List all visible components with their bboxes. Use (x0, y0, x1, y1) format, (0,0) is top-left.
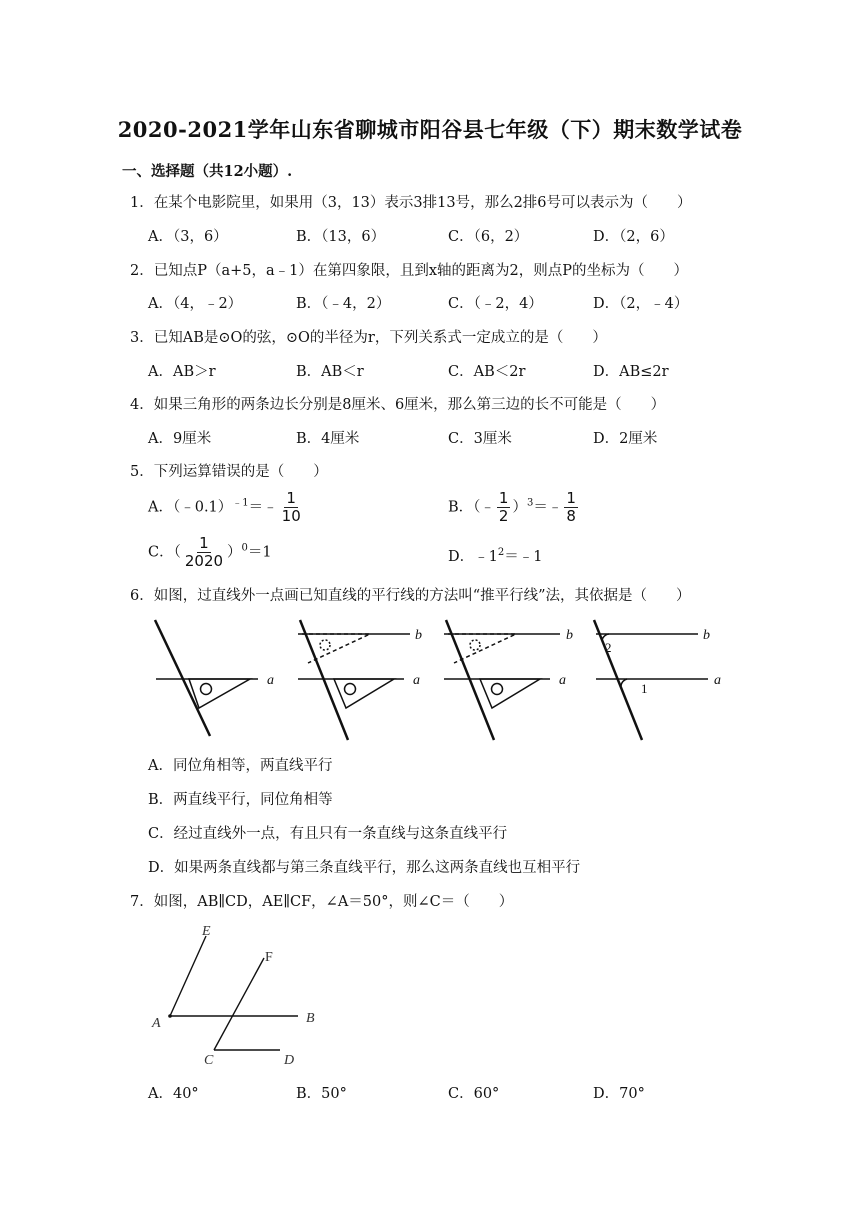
q6-p2-label-a: a (413, 673, 420, 688)
q6-p1-set-square (189, 679, 250, 708)
q6-p2-circle-marker (345, 684, 356, 695)
q5-a-numerator: 1 (286, 489, 296, 507)
q6-option-d[interactable]: D．如果两条直线都与第三条直线平行，那么这两条直线也互相平行 (148, 860, 581, 876)
question-6-stem: 6．如图，过直线外一点画已知直线的平行线的方法叫“推平行线”法，其依据是（ ） (130, 588, 691, 604)
question-3-stem: 3．已知AB是⊙O的弦，⊙O的半径为r，下列关系式一定成立的是（ ） (130, 330, 607, 346)
q7-label-d: D (284, 1053, 295, 1068)
q1-option-d[interactable]: D．（2，6） (593, 229, 674, 245)
q4-option-a[interactable]: A．9厘米 (148, 431, 212, 447)
q5-option-d[interactable] (448, 545, 542, 566)
q6-p4-angle-2-label: 2 (605, 640, 612, 655)
q6-p1-label-a: a (267, 673, 274, 688)
q6-p2-dashed-circle (320, 640, 330, 650)
q2-option-a[interactable]: A．（4，﹣2） (148, 296, 243, 312)
q3-option-c[interactable]: C．AB＜2r (448, 364, 526, 380)
q6-p2-label-b: b (415, 628, 422, 643)
q6-p1-circle-marker (201, 684, 212, 695)
q5-b-numerator: 1 (498, 489, 509, 507)
q5-b-result-numerator: 1 (566, 489, 576, 507)
q5-a-denominator: 10 (281, 507, 301, 525)
q6-p4-angle1-arc (621, 679, 627, 686)
q6-p4-transversal (594, 620, 642, 740)
q5-b-result-fraction (564, 490, 578, 525)
q4-option-d[interactable]: D．2厘米 (593, 431, 658, 447)
q5-c-fraction (183, 535, 225, 570)
q5-b-fraction (497, 490, 511, 525)
q5-b-denominator: 2 (498, 507, 509, 525)
q5-option-b[interactable] (448, 490, 580, 525)
q5-b-exponent: 3 (526, 497, 534, 509)
q5-c-denominator: 2020 (184, 552, 224, 570)
q6-p3-label-a: a (559, 673, 566, 688)
q5-option-c[interactable] (148, 535, 272, 570)
q6-p3-circle-marker (492, 684, 503, 695)
q7-segment-ae (170, 936, 206, 1016)
q3-option-d[interactable]: D．AB≤2r (593, 364, 669, 380)
q5-b-result-denominator: 8 (566, 507, 576, 525)
q5-option-a[interactable] (148, 490, 305, 525)
q7-label-b: B (306, 1011, 315, 1026)
q7-label-f: F (265, 950, 273, 965)
q6-p3-set-square (480, 679, 540, 708)
q2-option-c[interactable]: C．（﹣2，4） (448, 296, 543, 312)
q5-c-exponent: 0 (241, 542, 248, 554)
q6-option-c[interactable]: C．经过直线外一点，有且只有一条直线与这条直线平行 (148, 826, 508, 842)
q6-option-a[interactable]: A．同位角相等，两直线平行 (148, 758, 333, 774)
question-4-stem: 4．如果三角形的两条边长分别是8厘米、6厘米，那么第三边的长不可能是（ ） (130, 397, 666, 413)
q6-p1-transversal (155, 620, 210, 736)
q7-label-c: C (204, 1053, 214, 1068)
q3-option-a[interactable]: A．AB＞r (148, 364, 216, 380)
q6-p2-transversal (300, 620, 348, 740)
q6-p3-dashed-circle (470, 640, 480, 650)
q5-b-close: ） (512, 499, 527, 516)
q7-option-b[interactable]: B．50° (296, 1086, 347, 1102)
q6-p3-transversal (446, 620, 494, 740)
q7-figure (146, 918, 336, 1068)
q6-figure (148, 612, 728, 748)
q2-option-d[interactable]: D．（2，﹣4） (593, 296, 689, 312)
q6-option-b[interactable]: B．两直线平行，同位角相等 (148, 792, 333, 808)
q5-d-base: D．﹣1 (448, 549, 498, 565)
q6-p2-set-square (334, 679, 394, 708)
q7-point-a (168, 1014, 172, 1018)
q6-p4-angle-1-label: 1 (641, 681, 648, 696)
q5-b-equals: ＝﹣ (533, 499, 563, 516)
q7-option-c[interactable]: C．60° (448, 1086, 500, 1102)
q7-label-a: A (152, 1016, 161, 1031)
q5-c-equals: ＝1 (247, 544, 272, 561)
q1-option-a[interactable]: A．（3，6） (148, 229, 228, 245)
question-7-stem: 7．如图，AB∥CD，AE∥CF，∠A＝50°，则∠C＝（ ） (130, 894, 514, 910)
q4-option-c[interactable]: C．3厘米 (448, 431, 512, 447)
q5-b-open: B．（﹣ (448, 499, 495, 516)
q5-a-base: A．（﹣0.1） (148, 499, 233, 516)
q7-label-e: E (202, 924, 211, 939)
q5-c-open: C．（ (148, 544, 181, 561)
q7-segment-cf (214, 958, 264, 1050)
q5-d-exponent: 2 (497, 547, 505, 559)
q5-d-equals: ＝﹣1 (504, 549, 543, 565)
q7-option-a[interactable]: A．40° (148, 1086, 199, 1102)
q1-option-c[interactable]: C．（6，2） (448, 229, 529, 245)
q6-p4-label-b: b (703, 628, 710, 643)
q4-option-b[interactable]: B．4厘米 (296, 431, 360, 447)
q2-option-b[interactable]: B．（﹣4，2） (296, 296, 391, 312)
question-1-stem: 1．在某个电影院里，如果用（3，13）表示3排13号，那么2排6号可以表示为（ ） (130, 195, 692, 211)
question-5-stem: 5．下列运算错误的是（ ） (130, 464, 328, 480)
q5-a-exponent: ﹣1 (232, 497, 249, 509)
q1-option-b[interactable]: B．（13，6） (296, 229, 386, 245)
question-2-stem: 2．已知点P（a+5，a﹣1）在第四象限，且到x轴的距离为2，则点P的坐标为（ ） (130, 263, 689, 279)
q5-a-equals: ＝﹣ (248, 499, 278, 516)
page-title: 2020-2021学年山东省聊城市阳谷县七年级（下）期末数学试卷 (117, 117, 743, 142)
q5-c-close: ） (227, 544, 242, 561)
q6-p4-label-a: a (714, 673, 721, 688)
q6-p3-label-b: b (566, 628, 573, 643)
q5-a-fraction (280, 490, 303, 525)
section-heading: 一、选择题（共12小题）. (122, 163, 293, 180)
q3-option-b[interactable]: B．AB＜r (296, 364, 364, 380)
q7-option-d[interactable]: D．70° (593, 1086, 645, 1102)
q5-c-numerator: 1 (199, 534, 209, 552)
